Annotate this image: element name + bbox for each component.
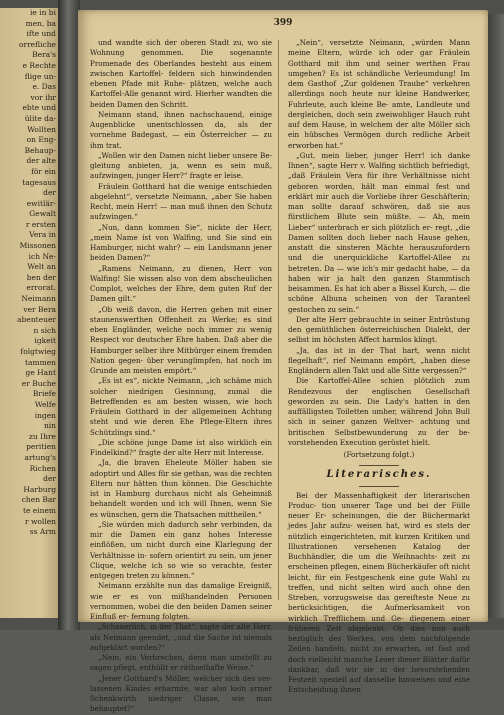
left-page-line: peritien xyxy=(26,442,56,452)
left-page-line: ben der xyxy=(26,272,56,282)
paragraph: „Nun, dann kommen Sie“, nickte der Herr, „mein Name ist von Walfing, und Sie sind ein Hamburger, nicht wahr? — ein Landsmann jener beiden Damen?“ xyxy=(90,222,272,263)
paragraph: „Nein“, versetzte Neimann, „würden Mann meine Eltern, würde ich oder gar Fräulein Gotthard mit ihm und seiner werthen Frau umgehen? Es ist schändliche Verleumdung! Im dem Gasthof „Zur goldenen Traube“ verkehren allerdings noch heute nur kleine Handwerker, Fuhrleute, auch kleine Be- amte, Landleute und dergleichen, doch sein zweiwohliger Hauch ruht auf dem Hause, in welchem der alte Möller sich ein hübsches Vermögen durch redliche Arbeit erworben hat.“ xyxy=(288,38,470,150)
left-page-line: r wollen xyxy=(25,516,56,526)
left-page-line: er Buche xyxy=(21,378,56,388)
paragraph: „Schauerlich, in der That“, sagte der alte Herr, als Neimann geendet, „und die Sache ist niemals aufgeklärt worden?“ xyxy=(90,622,272,652)
left-page-line: nin xyxy=(43,421,56,431)
left-page-line: flige un- xyxy=(24,71,56,81)
left-page-line: ss Arm xyxy=(29,527,56,537)
paragraph: „Es ist es“, nickte Neimann, „ich schäme mich solcher niedrigen Gesinnung, zumal die Betreffenden es am besten wissen, wie hoch Fräulein Gotthard in der allgemeinen Achtung steht und wie deren Ehe Pflege-Eltern ihres Schützlings sind.“ xyxy=(90,376,272,437)
paragraph: „Gut, mein lieber, junger Herr! ich danke Ihnen“, sagte Herr v. Walfing sichtlich befriedigt, „daß Fräulein Vera für ihre Verhältnisse nicht geboren worden, hält man einmal fest und erklärt mir auch die Vorliebe ihrer Geschäfterin; man sollte darauf schwören, daß sie aus fürstlichem Blute sein müßte. — Ah, mein Lieber“ unterbrach er sich plötzlich er- regt, „die Damen sollten doch lieber nach Hause gehen, anstatt die sinsteren Mächte herauszufordern und die unerquickliche Kartoffel-Allee zu betreten. Da — wie ich's mir gedacht habe, — da haben wir ja halt den ganzen Stammtisch beisammen. Es hat ich aber a Bissel Kurch, — die schöne Albuna scheinen von der Taranteel gestochen zu sein.“ xyxy=(288,150,470,314)
left-page-line: n sich xyxy=(33,325,56,335)
left-page-line: för ein xyxy=(31,166,56,176)
paragraph: „Ja, die braven Eheleute Möller haben sie adoptirt und Alles für sie gethan, was die rechten Eltern nur hätten thun können. Die Geschichte ist in Hamburg durchaus nicht als Geheimniß behandelt worden und ich will Ihnen, wenn Sie es wünschen, gern die Thatsachen mittheilen.“ xyxy=(90,458,272,519)
left-page-line: ver Bera xyxy=(23,304,56,314)
left-page-line: ich Ne- xyxy=(28,251,56,261)
left-page-line: abenteuer xyxy=(17,315,56,325)
continued-note: (Fortsetzung folgt.) xyxy=(343,450,415,459)
left-page-line: ie in bi xyxy=(29,8,56,17)
paragraph: Die Kartoffel-Allee schien plötzlich zum Rendezvous der englischen Gesellschaft geworden zu sein. Die Lady's hatten in den auffälligsten Toiletten umher, während John Bull sich in seiner ganzen Weltver- achtung und britischen Selbstbewunderung zu der be- vorstehenden Execution gerüstet hielt. xyxy=(288,376,470,447)
left-page-line: e Rechte xyxy=(22,60,56,70)
left-page-line: Wollten xyxy=(27,124,56,134)
paragraph: Der alte Herr gebrauchte in seiner Entrüstung den gemüthlichen österreichischen Dialekt, der selbst im höchsten Affect harmlos klingt. xyxy=(288,314,470,345)
section-title: Literarisches. xyxy=(326,469,432,481)
paragraph: Bei der Massenhaftigkeit der literarischen Produc- tion unserer Tage und bei der Fülle neuer Er- scheinungen, die der Büchermarkt jedes Jahr aufzu- weisen hat, wird es stets der nützlich eingerichteten, mit kurzen Kritiken und Illustrationen versehenen Katalog der Buchhändler, die um die Weihnachts- zeit zu erscheinen pflegen, einem Bücherkäufer oft nicht leicht, für ein Festgeschenk eine gute Wahl zu treffen, und nicht selten wird auch ohne den Streben, vorzugsweise das gereifteste Neue zu berücksichtigen, die Aufmerksamkeit von wirklich Trefflichem und Ge- diegenem einer früheren Zeit abgelenkt. Ob dies nun auch bezüglich des Werkes, von dem nachfolgende Zeilen handeln, nicht zu erwarten, ist fast und doch vielleicht manche Leser dieser Blätter dafür dankbar, daß wir sie in der bevorstehenden Festzeit speziell auf dasselbe hinweisen und eine Entscheidung ihnen xyxy=(288,490,470,695)
left-page-line: ge Hant xyxy=(25,368,56,378)
left-page-line: e. Das xyxy=(32,82,56,92)
left-page-line: ülite da- xyxy=(24,113,56,123)
paragraph: „Die schöne junge Dame ist also wirklich ein Findelkind?“ fragte der alte Herr mit Interesse. xyxy=(90,437,272,457)
left-page-line: folgtwieg xyxy=(20,347,56,356)
left-page-line: Gewalt xyxy=(29,209,56,219)
left-page-line: chen Bar xyxy=(21,495,56,505)
left-page-fragment xyxy=(0,8,58,618)
text-column-left xyxy=(90,38,272,715)
left-page-line: der xyxy=(43,188,56,198)
left-page-line: Briefe xyxy=(32,389,56,399)
book-gutter xyxy=(58,0,80,630)
paragraph: Neimann erzählte nun das damalige Ereigniß, wie er es von mißhandelnden Personen vernommen, wobei die den beiden Damen seiner Einfluß er- fernung folgten. xyxy=(90,581,272,621)
left-page-line: Richen xyxy=(29,463,56,473)
left-page-line: ewitlär- xyxy=(26,198,56,208)
paragraph: Neimann stand, ihnen nachschauend, einige Augenblicke unentschlossen da, als der vornehme Badegast, — ein Österreicher — zu ihm trat. xyxy=(90,109,272,150)
paragraph: und wandte sich der oberen Stadt zu, wo sie Wohnung genommen. Die sogenannte Promenade des Oberlandes besteht aus einem zwischen Kartoffel- feldern sich hinwindenden ebenen Pfade mit Ruhe- plätzen, welche auch Kartoffel-Alle genannt wird. Hierher wandten die beiden Damen den Schritt. xyxy=(90,38,272,109)
left-page-line: ebte und xyxy=(22,103,56,113)
left-page-line: ingen xyxy=(34,410,56,420)
paragraph: „Jener Gotthard's Möller, welcher sich des ver- lassenen Kindes erbarmte, war also kein armer Schenkwirth niedriger Classe, wie man behauptet?“ xyxy=(90,673,272,714)
left-page-line: tagesaus xyxy=(22,177,56,187)
scan-edge xyxy=(488,14,504,618)
left-page-line: zu Ihre xyxy=(29,431,56,441)
paragraph: „Sie würden mich dadurch sehr verbinden, da mir die Damen ein ganz hohes Interesse einflößen, um nicht durch eine Klarlegung der Verhältnisse in- sofern orientirt zu sein, um jener Clique, welche ich so wie so verachte, fester entgegen treten zu können.“ xyxy=(90,519,272,580)
paragraph: „Wollen wir den Damen nicht lieber unsere Be- gleitung anbieten, ja, wenn es sein muß, aufzwingen, junger Herr?“ fragte er leise. xyxy=(90,150,272,181)
paragraph: Fräulein Gotthard hat die wenige entschieden abgelehnt“, versetzte Neimann, „aber Sie haben Recht, mein Herr! — man muß ihnen den Schutz aufzwingen.“ xyxy=(90,181,272,222)
left-page-line: der alte xyxy=(26,156,56,166)
left-page-line: Bera's xyxy=(32,50,56,60)
left-page-line: tammen xyxy=(25,357,56,367)
text-column-right xyxy=(288,38,470,696)
left-page-line: Missonen xyxy=(19,241,56,251)
left-page-line: vor ihr xyxy=(30,92,56,102)
book-page xyxy=(78,10,488,714)
left-page-line: igkeit xyxy=(34,336,56,346)
left-page-line: on Eng- xyxy=(26,135,56,145)
paragraph: „Ramens Neimann, zu dienen, Herr von Walfing! Sie wissen also von dem abscheulichen Complot, welches der Ehre, dem guten Ruf der Damen gilt.“ xyxy=(90,263,272,304)
page-number: 399 xyxy=(273,18,293,28)
left-page-line: te einem xyxy=(22,505,56,515)
left-page-line: Welt an xyxy=(27,262,56,272)
left-page-line: der xyxy=(43,474,56,484)
left-page-line: Vera in xyxy=(29,230,56,240)
left-page-line: errorat. xyxy=(26,283,56,293)
paragraph: „Ob weiß davon, die Herren gehen mit einer staunenswerthen Offenheit zu Werke; es sind eben Engländer, welche noch immer zu wenig Respect vor deutscher Ehre haben. Daß aber die Hamburger selber ihre Mitbürger einem fremden Nation gegen- über verunglimpfen, hat noch im Grunde am meisten empört.“ xyxy=(90,304,272,375)
column-rule xyxy=(278,40,279,600)
left-page-line: r ersten xyxy=(25,219,56,229)
section-divider xyxy=(359,486,399,487)
paragraph: „Nein, ein Verbrechen, denn man umstellt zu sagen pflegt, enthüllt er räthselhafte Weise.“ xyxy=(90,653,272,673)
left-page-line: men, ba xyxy=(25,18,56,28)
left-page-line: ifte und xyxy=(26,29,56,39)
left-page-line: Neimann xyxy=(21,294,56,304)
left-page-line: Behaup- xyxy=(24,145,56,155)
left-page-line: artung's xyxy=(24,452,56,462)
paragraph: „Ja, das ist in der That hart, wenn nicht flegelhaft“, rief Neimann empört, „haben diese Engländern allen Takt und alle Sitte vergessen?“ xyxy=(288,345,470,375)
left-page-line: orrefliche xyxy=(19,39,56,49)
left-page-line: Harburg xyxy=(23,484,56,494)
left-page-line: Welfe xyxy=(34,399,56,409)
section-divider xyxy=(359,465,399,466)
